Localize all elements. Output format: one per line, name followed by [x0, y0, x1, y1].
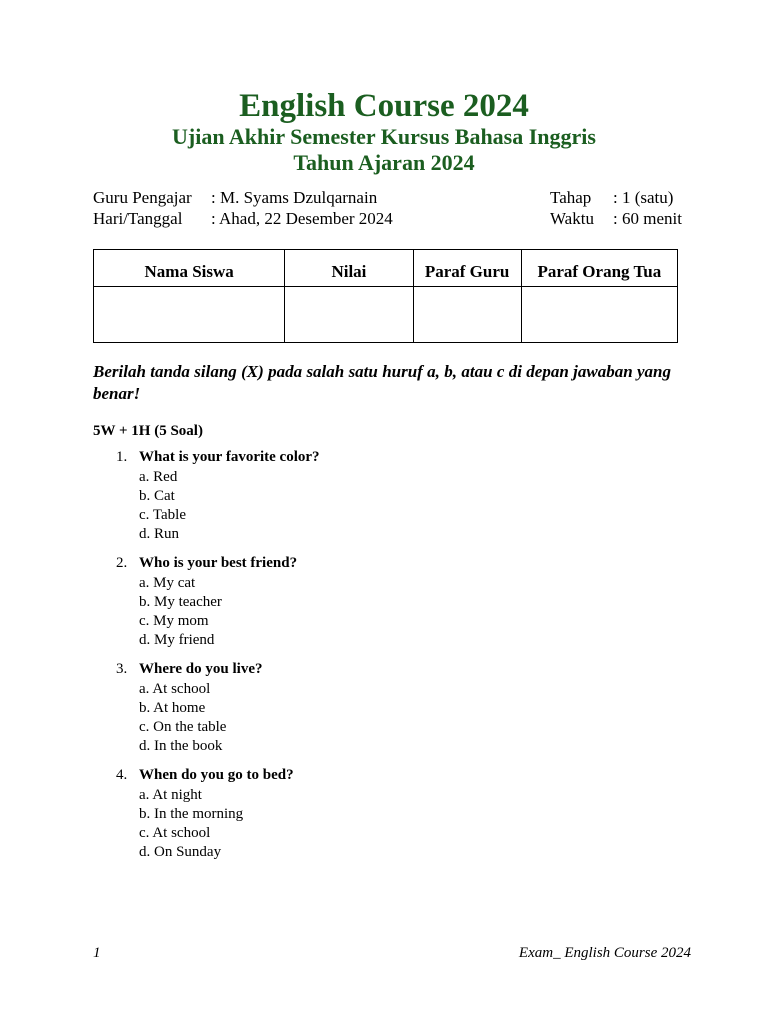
score-table [93, 249, 678, 343]
stage-label: Tahap [550, 188, 592, 207]
teacher-signature-cell[interactable] [413, 287, 521, 343]
teacher-value: : M. Syams Dzulqarnain [211, 188, 378, 207]
header-score: Nilai [285, 250, 413, 287]
document-year: Tahun Ajaran 2024 [293, 150, 475, 175]
option-a[interactable]: a. Red [139, 468, 178, 485]
option-a[interactable]: a. My cat [139, 574, 196, 591]
question-number: 4. [116, 767, 128, 783]
option-d[interactable]: d. In the book [139, 737, 223, 754]
teacher-label: Guru Pengajar [93, 188, 192, 207]
header-parent-signature: Paraf Orang Tua [521, 250, 677, 287]
option-b[interactable]: b. My teacher [139, 593, 222, 610]
document-subtitle: Ujian Akhir Semester Kursus Bahasa Inggris [172, 124, 596, 149]
footer-page-number: 1 [93, 945, 101, 961]
question-number: 3. [116, 661, 128, 677]
option-a[interactable]: a. At night [139, 786, 202, 803]
footer-document-title: Exam_ English Course 2024 [518, 945, 691, 961]
question-text: What is your favorite color? [139, 449, 320, 465]
stage-value: : 1 (satu) [613, 188, 674, 207]
question-text: When do you go to bed? [139, 767, 294, 783]
score-table-header-row [94, 250, 678, 287]
option-d[interactable]: d. On Sunday [139, 843, 222, 860]
option-d[interactable]: d. My friend [139, 631, 215, 648]
option-c[interactable]: c. At school [139, 824, 211, 841]
header-student-name: Nama Siswa [94, 250, 285, 287]
student-name-cell[interactable] [94, 287, 285, 343]
score-table-entry-row [94, 287, 678, 343]
score-cell[interactable] [285, 287, 413, 343]
header-teacher-signature: Paraf Guru [413, 250, 521, 287]
option-c[interactable]: c. My mom [139, 612, 209, 629]
option-c[interactable]: c. Table [139, 506, 186, 523]
document-title: English Course 2024 [239, 88, 529, 124]
section-title: 5W + 1H (5 Soal) [93, 423, 203, 439]
option-b[interactable]: b. In the morning [139, 805, 244, 822]
option-c[interactable]: c. On the table [139, 718, 227, 735]
time-label: Waktu [550, 209, 594, 228]
option-b[interactable]: b. Cat [139, 487, 175, 504]
time-value: : 60 menit [613, 209, 682, 228]
question-number: 1. [116, 449, 128, 465]
option-b[interactable]: b. At home [139, 699, 206, 716]
instruction-text: Berilah tanda silang (X) pada salah satu huruf a, b, atau c di depan jawaban yang benar! [93, 362, 671, 403]
date-value: : Ahad, 22 Desember 2024 [211, 209, 393, 228]
option-a[interactable]: a. At school [139, 680, 211, 697]
date-label: Hari/Tanggal [93, 209, 183, 228]
question-number: 2. [116, 555, 128, 571]
question-text: Where do you live? [139, 661, 263, 677]
question-text: Who is your best friend? [139, 555, 298, 571]
parent-signature-cell[interactable] [521, 287, 677, 343]
option-d[interactable]: d. Run [139, 525, 180, 542]
